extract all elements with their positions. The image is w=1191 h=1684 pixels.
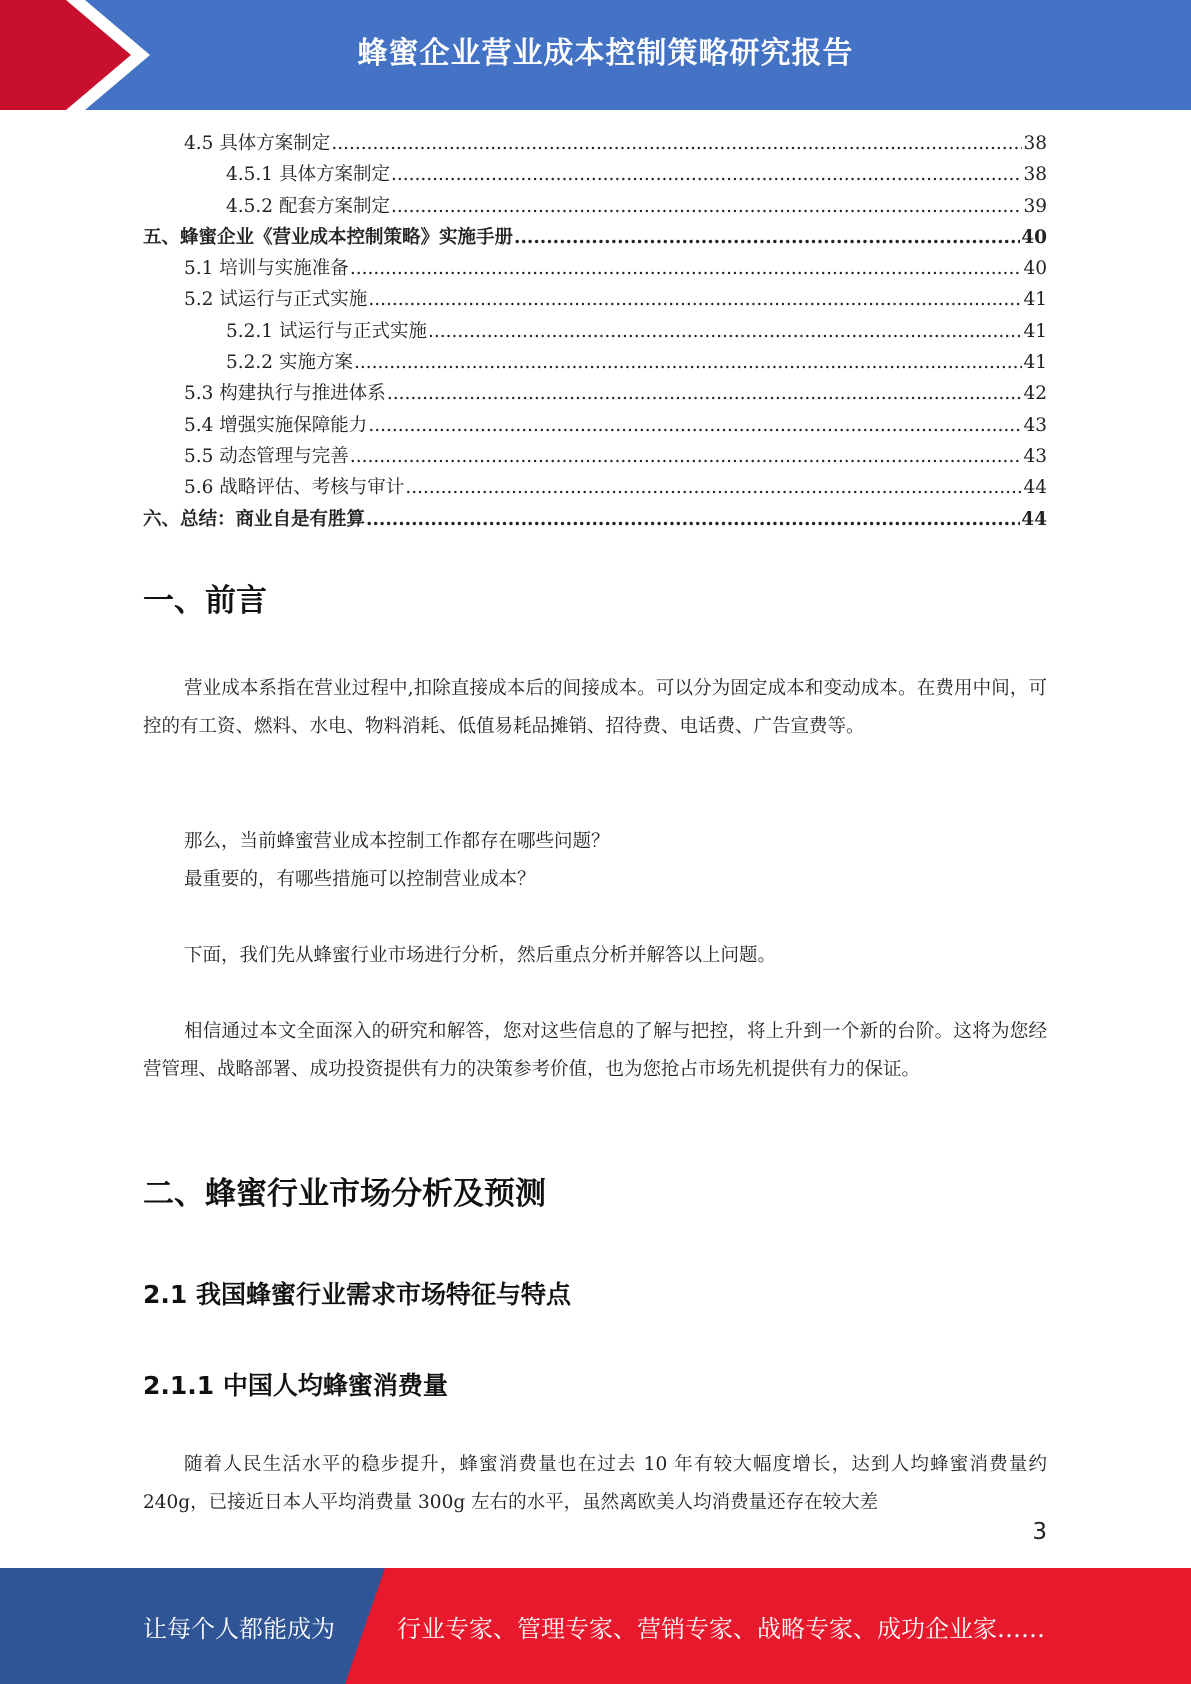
paragraph: 那么，当前蜂蜜营业成本控制工作都存在哪些问题？ bbox=[184, 831, 610, 852]
toc-entry[interactable] bbox=[143, 316, 1047, 347]
toc-entry[interactable] bbox=[143, 128, 1047, 159]
toc-leader-dots bbox=[331, 128, 1022, 159]
report-title: 蜂蜜企业营业成本控制策略研究报告 bbox=[357, 36, 854, 71]
toc-leader-dots bbox=[391, 191, 1022, 222]
page-header bbox=[0, 0, 1191, 110]
toc-entry-title: 5.5 动态管理与完善 bbox=[184, 445, 349, 467]
toc-entry-title: 五、蜂蜜企业《营业成本控制策略》实施手册 bbox=[143, 226, 514, 248]
toc-leader-dots bbox=[354, 347, 1023, 378]
toc-entry[interactable] bbox=[143, 253, 1047, 284]
toc-entry-page: 43 bbox=[1023, 445, 1047, 467]
toc-entry-page: 42 bbox=[1023, 383, 1047, 405]
toc-leader-dots bbox=[428, 316, 1022, 347]
toc-entry-page: 43 bbox=[1023, 414, 1047, 436]
toc-entry[interactable] bbox=[143, 504, 1047, 535]
toc-entry-title: 4.5.2 配套方案制定 bbox=[226, 195, 390, 217]
toc-entry-page: 44 bbox=[1021, 508, 1047, 530]
toc-entry-title: 5.1 培训与实施准备 bbox=[184, 258, 349, 280]
toc-leader-dots bbox=[514, 222, 1020, 253]
toc-entry-title: 5.2 试运行与正式实施 bbox=[184, 289, 368, 311]
toc-entry-title: 4.5 具体方案制定 bbox=[184, 133, 331, 154]
section-title-preface: 一、前言 bbox=[143, 583, 267, 619]
toc-entry-page: 41 bbox=[1023, 352, 1047, 374]
paragraph: 相信通过本文全面深入的研究和解答，您对这些信息的了解与把控，将上升到一个新的台阶。这将为您经营管理、战略部署、成功投资提供有力的决策参考价值，也为您抢占市场先机提供有力的保证。 bbox=[143, 1021, 1047, 1080]
toc-entry-title: 4.5.1 具体方案制定 bbox=[226, 164, 390, 186]
table-of-contents bbox=[143, 128, 1047, 535]
toc-entry-page: 41 bbox=[1023, 289, 1047, 311]
paragraph: 下面，我们先从蜂蜜行业市场进行分析，然后重点分析并解答以上问题。 bbox=[184, 945, 777, 966]
toc-entry-title: 5.2.2 实施方案 bbox=[226, 352, 353, 374]
toc-entry[interactable] bbox=[143, 284, 1047, 315]
toc-leader-dots bbox=[350, 253, 1023, 284]
toc-leader-dots bbox=[391, 159, 1022, 190]
paragraph: 营业成本系指在营业过程中,扣除直接成本后的间接成本。可以分为固定成本和变动成本。在费用中间，可控的有工资、燃料、水电、物料消耗、低值易耗品摊销、招待费、电话费、广告宣费等。 bbox=[143, 678, 1047, 737]
toc-leader-dots bbox=[405, 472, 1022, 503]
toc-entry[interactable] bbox=[143, 347, 1047, 378]
toc-leader-dots bbox=[368, 410, 1022, 441]
toc-entry[interactable] bbox=[143, 378, 1047, 409]
toc-leader-dots bbox=[366, 504, 1020, 535]
toc-entry-title: 5.4 增强实施保障能力 bbox=[184, 414, 368, 436]
toc-entry[interactable] bbox=[143, 159, 1047, 190]
toc-entry-page: 38 bbox=[1023, 133, 1047, 154]
toc-entry-page: 40 bbox=[1023, 258, 1047, 280]
toc-entry[interactable] bbox=[143, 222, 1047, 253]
toc-entry-title: 5.6 战略评估、考核与审计 bbox=[184, 477, 405, 499]
toc-entry-title: 5.3 构建执行与推进体系 bbox=[184, 383, 386, 405]
footer-slogan-left: 让每个人都能成为 bbox=[143, 1614, 335, 1643]
paragraph: 最重要的，有哪些措施可以控制营业成本？ bbox=[184, 869, 536, 890]
toc-entry-title: 5.2.1 试运行与正式实施 bbox=[226, 320, 427, 342]
section-title-market: 二、蜂蜜行业市场分析及预测 bbox=[143, 1176, 546, 1212]
toc-entry-page: 44 bbox=[1023, 477, 1047, 499]
subsection-title-2-1-1: 2.1.1 中国人均蜂蜜消费量 bbox=[143, 1371, 448, 1400]
toc-entry-title: 六、总结：商业自是有胜算 bbox=[143, 508, 366, 530]
subsection-title-2-1: 2.1 我国蜂蜜行业需求市场特征与特点 bbox=[143, 1280, 571, 1309]
page-number: 3 bbox=[1032, 1519, 1047, 1545]
toc-entry-page: 40 bbox=[1021, 226, 1047, 248]
footer-slogan-right: 行业专家、管理专家、营销专家、战略专家、成功企业家…… bbox=[397, 1614, 1045, 1643]
toc-leader-dots bbox=[350, 441, 1023, 472]
toc-entry-page: 39 bbox=[1023, 195, 1047, 217]
toc-leader-dots bbox=[387, 378, 1023, 409]
paragraph: 随着人民生活水平的稳步提升，蜂蜜消费量也在过去 10 年有较大幅度增长，达到人均蜂蜜消费量约 240g，已接近日本人平均消费量 300g 左右的水平，虽然离欧美人均消费量还存在较大差 bbox=[143, 1454, 1047, 1513]
toc-entry[interactable] bbox=[143, 410, 1047, 441]
toc-entry[interactable] bbox=[143, 191, 1047, 222]
toc-entry[interactable] bbox=[143, 472, 1047, 503]
toc-entry-page: 41 bbox=[1023, 320, 1047, 342]
toc-entry-page: 38 bbox=[1023, 164, 1047, 186]
toc-leader-dots bbox=[368, 284, 1022, 315]
toc-entry[interactable] bbox=[143, 441, 1047, 472]
page-footer bbox=[0, 1568, 1191, 1684]
